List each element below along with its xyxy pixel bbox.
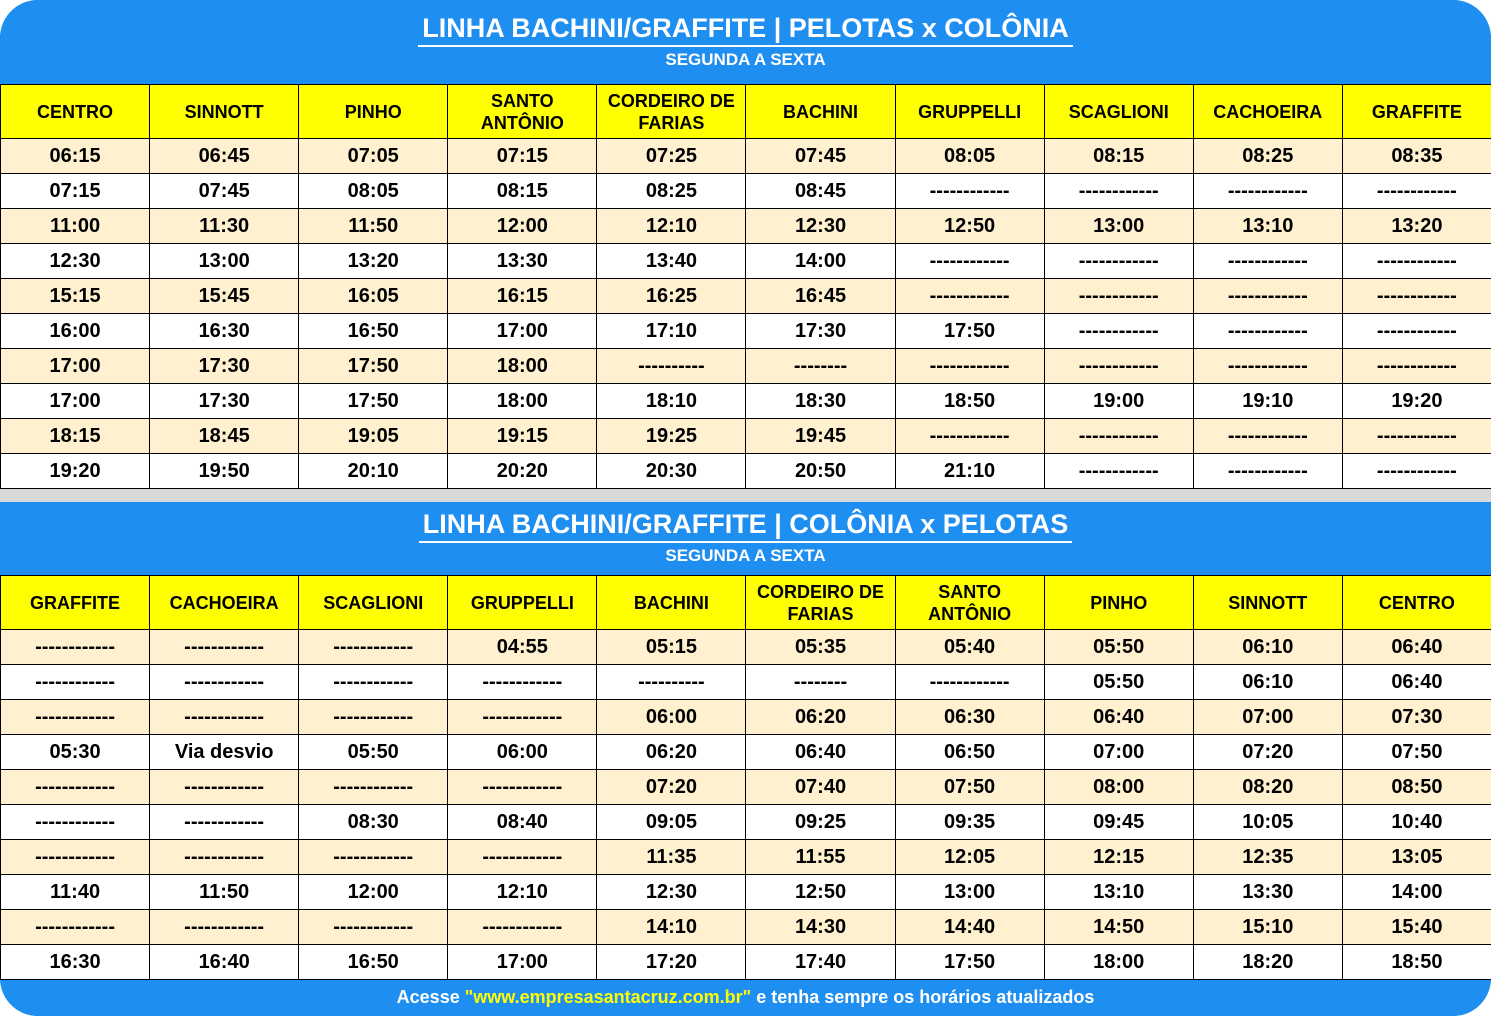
time-cell: ------------ <box>1342 349 1491 384</box>
table-row <box>1 770 1491 805</box>
time-cell: 06:40 <box>1044 700 1193 735</box>
column-header: SCAGLIONI <box>299 576 448 630</box>
time-cell: 06:00 <box>448 735 597 770</box>
time-cell: 09:35 <box>895 805 1044 840</box>
time-cell: 17:30 <box>150 349 299 384</box>
table-row <box>1 209 1491 244</box>
time-cell: ------------ <box>1342 314 1491 349</box>
time-cell: 20:50 <box>746 454 895 489</box>
time-cell: 18:50 <box>1342 945 1491 980</box>
column-header: CORDEIRO DE FARIAS <box>746 576 895 630</box>
section1-title: LINHA BACHINI/GRAFFITE | PELOTAS x COLÔNIA <box>418 11 1073 47</box>
time-cell: 13:10 <box>1044 875 1193 910</box>
time-cell: ------------ <box>1044 174 1193 209</box>
time-cell: 16:15 <box>448 279 597 314</box>
table-row <box>1 875 1491 910</box>
time-cell: ------------ <box>1044 314 1193 349</box>
section1-header <box>0 0 1491 84</box>
time-cell: 06:20 <box>597 735 746 770</box>
time-cell: 17:50 <box>299 384 448 419</box>
time-cell: 16:25 <box>597 279 746 314</box>
time-cell: ------------ <box>1 700 150 735</box>
time-cell: 16:50 <box>299 945 448 980</box>
time-cell: ------------ <box>150 805 299 840</box>
time-cell: 13:30 <box>1193 875 1342 910</box>
time-cell: 12:50 <box>895 209 1044 244</box>
time-cell: 08:45 <box>746 174 895 209</box>
time-cell: 12:30 <box>746 209 895 244</box>
column-header: GRUPPELLI <box>448 576 597 630</box>
column-header: GRAFFITE <box>1342 85 1491 139</box>
time-cell: ------------ <box>150 840 299 875</box>
section1-subtitle: SEGUNDA A SEXTA <box>665 50 826 69</box>
column-header: SINNOTT <box>1193 576 1342 630</box>
column-header: PINHO <box>1044 576 1193 630</box>
column-header: CACHOEIRA <box>1193 85 1342 139</box>
time-cell: 08:15 <box>1044 139 1193 174</box>
time-cell: 07:00 <box>1193 700 1342 735</box>
footer-suffix: e tenha sempre os horários atualizados <box>751 987 1095 1007</box>
time-cell: 07:50 <box>895 770 1044 805</box>
time-cell: ------------ <box>448 840 597 875</box>
footer-notice <box>0 980 1491 1016</box>
time-cell: 06:20 <box>746 700 895 735</box>
time-cell: ------------ <box>1044 349 1193 384</box>
time-cell: 15:10 <box>1193 910 1342 945</box>
time-cell: Via desvio <box>150 735 299 770</box>
time-cell: 13:40 <box>597 244 746 279</box>
time-cell: ------------ <box>448 700 597 735</box>
time-cell: 15:40 <box>1342 910 1491 945</box>
time-cell: 17:10 <box>597 314 746 349</box>
table-row <box>1 279 1491 314</box>
time-cell: 20:10 <box>299 454 448 489</box>
time-cell: 11:50 <box>299 209 448 244</box>
time-cell: ------------ <box>299 910 448 945</box>
time-cell: 07:20 <box>1193 735 1342 770</box>
time-cell: 06:50 <box>895 735 1044 770</box>
time-cell: 12:15 <box>1044 840 1193 875</box>
column-header: GRAFFITE <box>1 576 150 630</box>
time-cell: 18:00 <box>448 349 597 384</box>
time-cell: 07:05 <box>299 139 448 174</box>
time-cell: 14:10 <box>597 910 746 945</box>
time-cell: 13:00 <box>895 875 1044 910</box>
table-row <box>1 665 1491 700</box>
time-cell: 14:00 <box>746 244 895 279</box>
time-cell: 17:30 <box>150 384 299 419</box>
time-cell: 19:45 <box>746 419 895 454</box>
time-cell: 05:30 <box>1 735 150 770</box>
time-cell: 16:00 <box>1 314 150 349</box>
time-cell: 12:10 <box>448 875 597 910</box>
time-cell: ------------ <box>1193 279 1342 314</box>
time-cell: 13:20 <box>1342 209 1491 244</box>
schedule-table-pelotas-colonia <box>0 84 1491 489</box>
time-cell: 06:40 <box>746 735 895 770</box>
time-cell: ------------ <box>299 770 448 805</box>
time-cell: 19:20 <box>1 454 150 489</box>
footer-website-link[interactable]: "www.empresasantacruz.com.br" <box>464 987 752 1007</box>
time-cell: 05:50 <box>1044 665 1193 700</box>
time-cell: 13:30 <box>448 244 597 279</box>
time-cell: ------------ <box>1342 279 1491 314</box>
time-cell: 17:20 <box>597 945 746 980</box>
time-cell: 15:15 <box>1 279 150 314</box>
footer-prefix: Acesse <box>396 987 465 1007</box>
section2-header <box>0 502 1491 575</box>
time-cell: 16:05 <box>299 279 448 314</box>
time-cell: 12:30 <box>597 875 746 910</box>
time-cell: ------------ <box>448 665 597 700</box>
time-cell: 06:00 <box>597 700 746 735</box>
time-cell: ------------ <box>448 910 597 945</box>
time-cell: ------------ <box>1044 419 1193 454</box>
time-cell: 17:00 <box>448 314 597 349</box>
time-cell: 07:45 <box>746 139 895 174</box>
time-cell: ------------ <box>299 630 448 665</box>
time-cell: 12:35 <box>1193 840 1342 875</box>
column-header: SANTO ANTÔNIO <box>448 85 597 139</box>
column-header: BACHINI <box>746 85 895 139</box>
table-row <box>1 945 1491 980</box>
time-cell: 08:00 <box>1044 770 1193 805</box>
time-cell: 15:45 <box>150 279 299 314</box>
time-cell: 16:50 <box>299 314 448 349</box>
time-cell: ------------ <box>1 770 150 805</box>
table-row <box>1 735 1491 770</box>
time-cell: ------------ <box>1 805 150 840</box>
time-cell: 11:40 <box>1 875 150 910</box>
table-row <box>1 244 1491 279</box>
time-cell: ------------ <box>299 840 448 875</box>
time-cell: 08:50 <box>1342 770 1491 805</box>
time-cell: 16:45 <box>746 279 895 314</box>
time-cell: 08:20 <box>1193 770 1342 805</box>
time-cell: -------- <box>746 665 895 700</box>
time-cell: 17:50 <box>299 349 448 384</box>
column-header: PINHO <box>299 85 448 139</box>
time-cell: 07:20 <box>597 770 746 805</box>
table-row <box>1 910 1491 945</box>
time-cell: ------------ <box>1193 314 1342 349</box>
time-cell: 16:30 <box>150 314 299 349</box>
time-cell: 08:05 <box>895 139 1044 174</box>
section-separator <box>0 489 1491 502</box>
time-cell: ------------ <box>895 665 1044 700</box>
time-cell: 12:00 <box>448 209 597 244</box>
time-cell: 08:25 <box>1193 139 1342 174</box>
time-cell: 19:20 <box>1342 384 1491 419</box>
time-cell: 06:30 <box>895 700 1044 735</box>
time-cell: ------------ <box>1342 244 1491 279</box>
column-header: GRUPPELLI <box>895 85 1044 139</box>
time-cell: ------------ <box>150 910 299 945</box>
time-cell: 17:00 <box>448 945 597 980</box>
table-row <box>1 454 1491 489</box>
time-cell: 05:40 <box>895 630 1044 665</box>
time-cell: 06:40 <box>1342 665 1491 700</box>
time-cell: 07:15 <box>448 139 597 174</box>
time-cell: 14:40 <box>895 910 1044 945</box>
time-cell: 14:30 <box>746 910 895 945</box>
column-header: CORDEIRO DE FARIAS <box>597 85 746 139</box>
time-cell: ------------ <box>150 700 299 735</box>
time-cell: 13:00 <box>150 244 299 279</box>
time-cell: ------------ <box>1342 419 1491 454</box>
time-cell: ------------ <box>1 630 150 665</box>
schedule-table-colonia-pelotas <box>0 575 1491 980</box>
time-cell: 14:00 <box>1342 875 1491 910</box>
time-cell: 07:45 <box>150 174 299 209</box>
time-cell: 12:05 <box>895 840 1044 875</box>
time-cell: ------------ <box>1044 279 1193 314</box>
time-cell: 18:20 <box>1193 945 1342 980</box>
time-cell: 08:05 <box>299 174 448 209</box>
time-cell: 11:55 <box>746 840 895 875</box>
time-cell: 07:40 <box>746 770 895 805</box>
time-cell: ------------ <box>895 244 1044 279</box>
time-cell: ------------ <box>1193 419 1342 454</box>
time-cell: 05:35 <box>746 630 895 665</box>
column-header: SANTO ANTÔNIO <box>895 576 1044 630</box>
time-cell: 05:50 <box>1044 630 1193 665</box>
time-cell: ------------ <box>1193 244 1342 279</box>
time-cell: ------------ <box>1044 454 1193 489</box>
time-cell: ------------ <box>448 770 597 805</box>
time-cell: ------------ <box>1 665 150 700</box>
time-cell: ------------ <box>150 665 299 700</box>
column-header: CENTRO <box>1342 576 1491 630</box>
table-row <box>1 384 1491 419</box>
table-header-row <box>1 576 1491 630</box>
time-cell: ------------ <box>895 279 1044 314</box>
time-cell: 06:15 <box>1 139 150 174</box>
column-header: SCAGLIONI <box>1044 85 1193 139</box>
table-row <box>1 700 1491 735</box>
time-cell: 11:30 <box>150 209 299 244</box>
time-cell: ------------ <box>150 630 299 665</box>
time-cell: 12:10 <box>597 209 746 244</box>
time-cell: 13:05 <box>1342 840 1491 875</box>
time-cell: 20:30 <box>597 454 746 489</box>
time-cell: 06:10 <box>1193 630 1342 665</box>
time-cell: 05:15 <box>597 630 746 665</box>
time-cell: 08:15 <box>448 174 597 209</box>
time-cell: ------------ <box>895 174 1044 209</box>
time-cell: 17:50 <box>895 314 1044 349</box>
time-cell: 18:00 <box>1044 945 1193 980</box>
time-cell: 18:00 <box>448 384 597 419</box>
time-cell: ------------ <box>1193 174 1342 209</box>
time-cell: 07:00 <box>1044 735 1193 770</box>
time-cell: 11:35 <box>597 840 746 875</box>
time-cell: 19:10 <box>1193 384 1342 419</box>
time-cell: 19:15 <box>448 419 597 454</box>
column-header: CENTRO <box>1 85 150 139</box>
time-cell: ------------ <box>1193 454 1342 489</box>
section2-subtitle: SEGUNDA A SEXTA <box>665 546 826 565</box>
time-cell: 18:50 <box>895 384 1044 419</box>
time-cell: 19:05 <box>299 419 448 454</box>
time-cell: 20:20 <box>448 454 597 489</box>
column-header: CACHOEIRA <box>150 576 299 630</box>
time-cell: 10:40 <box>1342 805 1491 840</box>
time-cell: -------- <box>746 349 895 384</box>
time-cell: 07:50 <box>1342 735 1491 770</box>
time-cell: ---------- <box>597 665 746 700</box>
time-cell: 14:50 <box>1044 910 1193 945</box>
time-cell: 07:25 <box>597 139 746 174</box>
time-cell: 18:30 <box>746 384 895 419</box>
time-cell: 09:05 <box>597 805 746 840</box>
time-cell: 08:35 <box>1342 139 1491 174</box>
time-cell: ------------ <box>1 910 150 945</box>
time-cell: ---------- <box>597 349 746 384</box>
time-cell: ------------ <box>299 665 448 700</box>
table-row <box>1 419 1491 454</box>
time-cell: 17:30 <box>746 314 895 349</box>
time-cell: 17:00 <box>1 384 150 419</box>
column-header: BACHINI <box>597 576 746 630</box>
time-cell: 19:25 <box>597 419 746 454</box>
section2-title: LINHA BACHINI/GRAFFITE | COLÔNIA x PELOTAS <box>419 507 1073 543</box>
time-cell: 08:30 <box>299 805 448 840</box>
time-cell: 07:30 <box>1342 700 1491 735</box>
time-cell: 06:40 <box>1342 630 1491 665</box>
table-header-row <box>1 85 1491 139</box>
time-cell: 18:10 <box>597 384 746 419</box>
table-row <box>1 314 1491 349</box>
time-cell: 12:50 <box>746 875 895 910</box>
time-cell: ------------ <box>150 770 299 805</box>
time-cell: 08:40 <box>448 805 597 840</box>
time-cell: 21:10 <box>895 454 1044 489</box>
time-cell: 17:40 <box>746 945 895 980</box>
table-row <box>1 349 1491 384</box>
time-cell: 17:00 <box>1 349 150 384</box>
time-cell: 10:05 <box>1193 805 1342 840</box>
table-row <box>1 139 1491 174</box>
time-cell: 09:45 <box>1044 805 1193 840</box>
time-cell: 13:10 <box>1193 209 1342 244</box>
time-cell: 05:50 <box>299 735 448 770</box>
time-cell: ------------ <box>1342 454 1491 489</box>
time-cell: 13:20 <box>299 244 448 279</box>
time-cell: 18:15 <box>1 419 150 454</box>
time-cell: 16:30 <box>1 945 150 980</box>
time-cell: 12:30 <box>1 244 150 279</box>
time-cell: 19:50 <box>150 454 299 489</box>
table-row <box>1 630 1491 665</box>
time-cell: 12:00 <box>299 875 448 910</box>
time-cell: ------------ <box>1 840 150 875</box>
time-cell: 11:50 <box>150 875 299 910</box>
time-cell: 08:25 <box>597 174 746 209</box>
time-cell: 06:45 <box>150 139 299 174</box>
time-cell: 07:15 <box>1 174 150 209</box>
time-cell: 18:45 <box>150 419 299 454</box>
time-cell: 04:55 <box>448 630 597 665</box>
time-cell: ------------ <box>1193 349 1342 384</box>
time-cell: 11:00 <box>1 209 150 244</box>
time-cell: ------------ <box>1044 244 1193 279</box>
column-header: SINNOTT <box>150 85 299 139</box>
time-cell: ------------ <box>895 349 1044 384</box>
time-cell: ------------ <box>1342 174 1491 209</box>
table-row <box>1 840 1491 875</box>
time-cell: 06:10 <box>1193 665 1342 700</box>
time-cell: 13:00 <box>1044 209 1193 244</box>
time-cell: 19:00 <box>1044 384 1193 419</box>
time-cell: ------------ <box>895 419 1044 454</box>
time-cell: 16:40 <box>150 945 299 980</box>
table-row <box>1 805 1491 840</box>
time-cell: 17:50 <box>895 945 1044 980</box>
table-row <box>1 174 1491 209</box>
time-cell: 09:25 <box>746 805 895 840</box>
time-cell: ------------ <box>299 700 448 735</box>
